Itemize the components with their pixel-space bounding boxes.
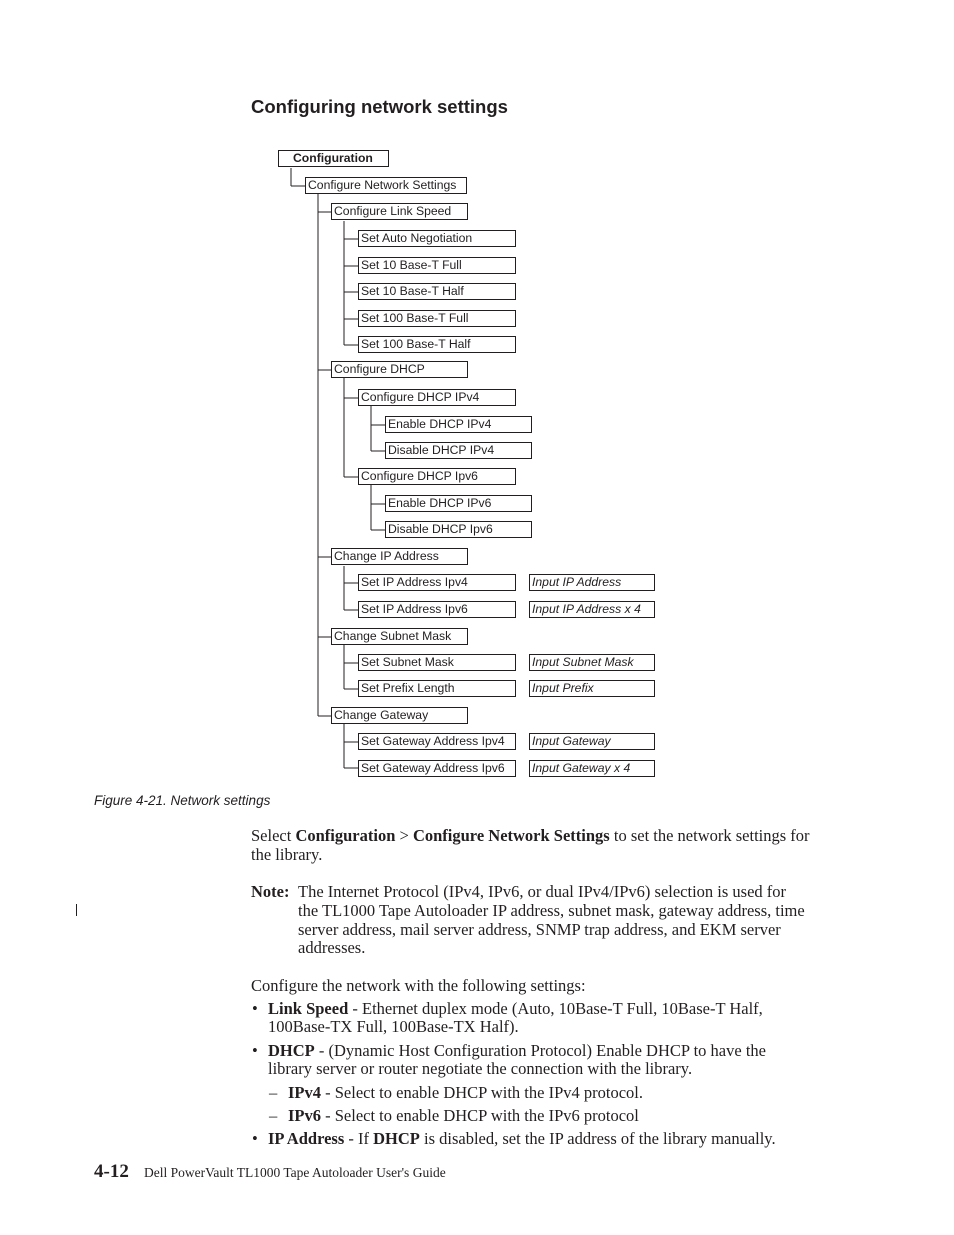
bullet-ip-address	[268, 1129, 776, 1148]
intro-bold-configuration: Configuration	[295, 826, 396, 845]
term-ipv4: IPv4	[288, 1083, 321, 1102]
term-dhcp-inline: DHCP	[373, 1129, 420, 1148]
subbullet-ipv6	[288, 1106, 639, 1125]
tree-node-set-100-full: Set 100 Base-T Full	[358, 310, 516, 327]
bullet-symbol: •	[252, 1041, 258, 1060]
tree-node-change-ip-address: Change IP Address	[331, 548, 468, 565]
tree-node-set-10-half: Set 10 Base-T Half	[358, 283, 516, 300]
term-ipv6: IPv6	[288, 1106, 321, 1125]
ip-address-text-1: - If	[344, 1129, 374, 1148]
tree-node-configure-dhcp-ipv4: Configure DHCP IPv4	[358, 389, 516, 406]
dash-symbol: –	[269, 1083, 278, 1102]
bullet-dhcp	[268, 1041, 766, 1060]
intro-text-1: Select	[251, 826, 296, 845]
tree-input-ip-address: Input IP Address	[529, 574, 655, 591]
tree-node-configure-network-settings: Configure Network Settings	[305, 177, 467, 194]
tree-node-change-subnet-mask: Change Subnet Mask	[331, 628, 468, 645]
tree-input-ip-address-x4: Input IP Address x 4	[529, 601, 655, 618]
tree-node-enable-dhcp-ipv6: Enable DHCP IPv6	[385, 495, 532, 512]
dash-symbol: –	[269, 1106, 278, 1125]
note-line-3: server address, mail server address, SNMP trap address, and EKM server	[298, 920, 781, 939]
tree-node-set-gateway-ipv4: Set Gateway Address Ipv4	[358, 733, 516, 750]
term-dhcp: DHCP	[268, 1041, 315, 1060]
tree-node-set-prefix-length: Set Prefix Length	[358, 680, 516, 697]
ipv6-text: - Select to enable DHCP with the IPv6 protocol	[321, 1106, 639, 1125]
intro-paragraph	[251, 826, 810, 845]
footer-guide-title: Dell PowerVault TL1000 Tape Autoloader User's Guide	[144, 1165, 446, 1180]
tree-node-configure-dhcp-ipv6: Configure DHCP Ipv6	[358, 468, 516, 485]
tree-node-change-gateway: Change Gateway	[331, 707, 468, 724]
page-number: 4-12	[94, 1161, 129, 1182]
term-link-speed: Link Speed	[268, 999, 349, 1018]
tree-node-enable-dhcp-ipv4: Enable DHCP IPv4	[385, 416, 532, 433]
configure-intro: Configure the network with the following settings:	[251, 976, 586, 995]
tree-input-prefix: Input Prefix	[529, 680, 655, 697]
revision-change-bar	[76, 904, 77, 916]
ipv4-text: - Select to enable DHCP with the IPv4 protocol.	[321, 1083, 643, 1102]
tree-input-gateway: Input Gateway	[529, 733, 655, 750]
intro-text-3: to set the network settings for	[609, 826, 810, 845]
link-speed-text: - Ethernet duplex mode (Auto, 10Base-T Full, 10Base-T Half,	[348, 999, 763, 1018]
tree-node-set-10-full: Set 10 Base-T Full	[358, 257, 516, 274]
note-line-4: addresses.	[298, 938, 366, 957]
tree-node-set-100-half: Set 100 Base-T Half	[358, 336, 516, 353]
tree-input-subnet-mask: Input Subnet Mask	[529, 654, 655, 671]
tree-node-configure-dhcp: Configure DHCP	[331, 361, 468, 378]
intro-paragraph-line2: the library.	[251, 845, 323, 864]
tree-node-configuration: Configuration	[278, 150, 389, 167]
tree-node-configure-link-speed: Configure Link Speed	[331, 203, 468, 220]
tree-node-disable-dhcp-ipv6: Disable DHCP Ipv6	[385, 521, 532, 538]
note-line-2: the TL1000 Tape Autoloader IP address, subnet mask, gateway address, time	[298, 901, 805, 920]
term-ip-address: IP Address	[268, 1129, 345, 1148]
tree-node-set-gateway-ipv6: Set Gateway Address Ipv6	[358, 760, 516, 777]
tree-node-set-ip-ipv4: Set IP Address Ipv4	[358, 574, 516, 591]
bullet-link-speed	[268, 999, 763, 1018]
tree-node-set-subnet-mask: Set Subnet Mask	[358, 654, 516, 671]
tree-input-gateway-x4: Input Gateway x 4	[529, 760, 655, 777]
note-label: Note:	[251, 882, 290, 901]
tree-node-disable-dhcp-ipv4: Disable DHCP IPv4	[385, 442, 532, 459]
bullet-link-speed-line2: 100Base-TX Full, 100Base-TX Half).	[268, 1017, 519, 1036]
subbullet-ipv4	[288, 1083, 643, 1102]
note-line-1: The Internet Protocol (IPv4, IPv6, or dual IPv4/IPv6) selection is used for	[298, 882, 787, 901]
intro-bold-configure-network: Configure Network Settings	[412, 826, 610, 845]
bullet-symbol: •	[252, 1129, 258, 1148]
bullet-dhcp-line2: library server or router negotiate the connection with the library.	[268, 1059, 693, 1078]
section-heading: Configuring network settings	[251, 96, 508, 117]
tree-node-set-auto-negotiation: Set Auto Negotiation	[358, 230, 516, 247]
bullet-symbol: •	[252, 999, 258, 1018]
figure-caption: Figure 4-21. Network settings	[94, 793, 271, 808]
intro-text-2: >	[395, 826, 413, 845]
ip-address-text-2: is disabled, set the IP address of the library manually.	[419, 1129, 776, 1148]
tree-node-set-ip-ipv6: Set IP Address Ipv6	[358, 601, 516, 618]
dhcp-text: - (Dynamic Host Configuration Protocol) Enable DHCP to have the	[314, 1041, 766, 1060]
